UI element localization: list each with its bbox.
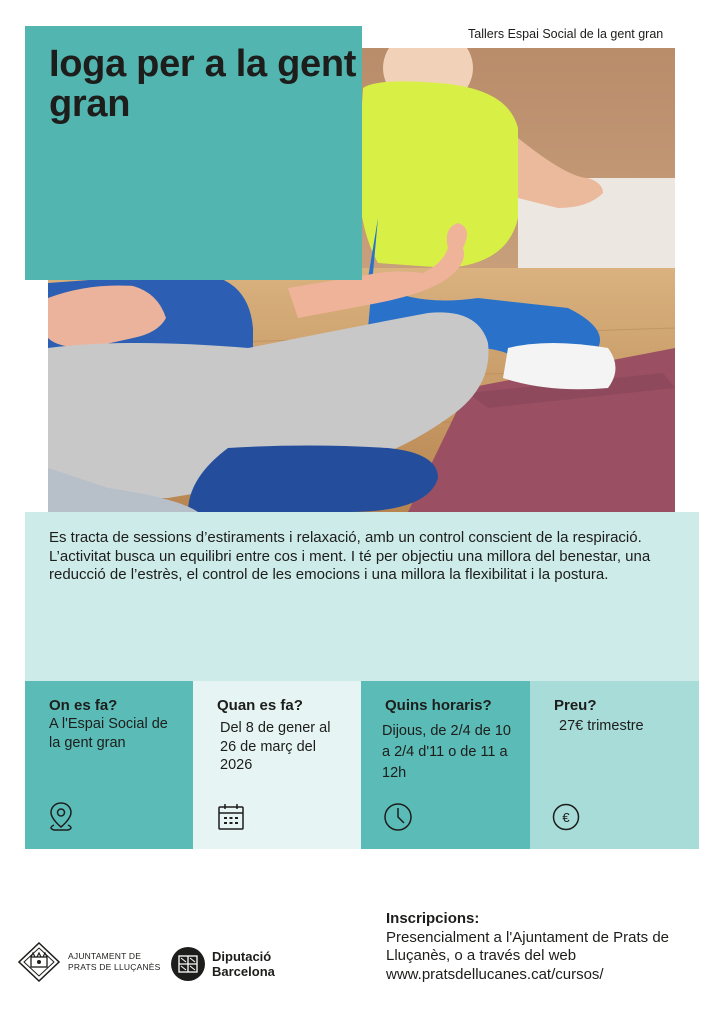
organization-header: Tallers Espai Social de la gent gran <box>468 27 664 41</box>
clock-icon <box>383 802 411 834</box>
diputacio-name: Diputació Barcelona <box>212 949 275 979</box>
info-dates-heading: Quan es fa? <box>217 697 303 714</box>
info-price-heading: Preu? <box>554 697 597 714</box>
ajuntament-name: AJUNTAMENT DE PRATS DE LLUÇANÈS <box>68 951 161 972</box>
registration-info <box>386 910 706 984</box>
location-pin-icon <box>47 801 75 833</box>
info-dates-value: Del 8 de gener al 26 de març del 2026 <box>220 720 331 773</box>
ajuntament-emblem-icon <box>18 942 60 982</box>
info-location-value: A l'Espai Social de la gent gran <box>49 716 168 751</box>
description-panel <box>25 512 699 681</box>
info-price <box>530 681 699 849</box>
ajuntament-logo <box>18 942 168 982</box>
title-panel <box>25 26 362 280</box>
page-title: Ioga per a la gent gran <box>49 43 357 125</box>
diputacio-emblem-icon <box>170 946 206 982</box>
info-price-value: 27€ trimestre <box>559 718 644 734</box>
info-location <box>25 681 193 849</box>
info-schedule-heading: Quins horaris? <box>385 697 492 714</box>
info-schedule <box>361 681 530 849</box>
description-text: Es tracta de sessions d’estiraments i relaxació, amb un control conscient de la respiració. L’activitat busca un equilibri entre cos i ment. I té per objectiu una millora del benestar, una reducció de l’estrès, el control de les emocions i una millora la flexibilitat i la postura. <box>49 529 651 583</box>
info-dates <box>193 681 361 849</box>
diputacio-logo <box>170 945 290 985</box>
info-location-heading: On es fa? <box>49 697 118 714</box>
registration-text: Presencialment a l'Ajuntament de Prats de Lluçanès, o a través del web www.pratsdellucanes.cat/cursos/ <box>386 928 670 983</box>
svg-text:€: € <box>562 810 570 825</box>
info-schedule-value: Dijous, de 2/4 de 10 a 2/4 d'11 o de 11 a 12h <box>382 723 511 781</box>
registration-heading: Inscripcions: <box>386 910 480 927</box>
euro-icon <box>552 803 580 835</box>
calendar-icon <box>217 803 245 835</box>
